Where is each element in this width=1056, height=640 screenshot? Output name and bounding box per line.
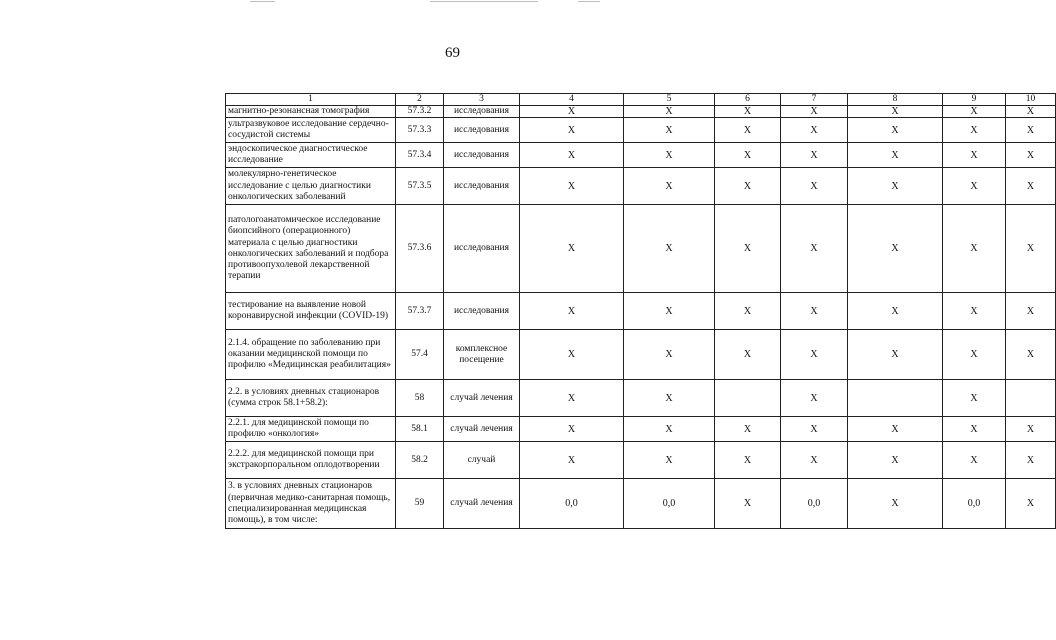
value-cell: Х [520,205,624,293]
value-cell: Х [848,168,943,205]
value-cell: Х [624,205,715,293]
value-cell: Х [1006,143,1056,168]
unit-cell: исследования [444,143,520,168]
table-row [226,118,1056,143]
value-cell: Х [520,293,624,330]
value-cell: Х [848,205,943,293]
value-cell: 0,0 [781,479,848,529]
value-cell: Х [715,118,781,143]
value-cell: Х [943,442,1006,479]
value-cell: Х [848,417,943,442]
value-cell: Х [1006,330,1056,380]
value-cell: Х [848,143,943,168]
value-cell: Х [1006,479,1056,529]
column-header: 7 [781,94,848,106]
value-cell: Х [781,380,848,417]
value-cell: Х [715,442,781,479]
value-cell: Х [943,380,1006,417]
value-cell: Х [848,118,943,143]
value-cell: Х [781,106,848,118]
value-cell: Х [520,106,624,118]
value-cell: Х [1006,118,1056,143]
value-cell: Х [781,143,848,168]
value-cell: Х [943,106,1006,118]
value-cell: Х [1006,417,1056,442]
unit-cell: исследования [444,106,520,118]
value-cell: Х [715,106,781,118]
row-name-cell: тестирование на выявление новой коронавирусной инфекции (COVID-19) [226,293,396,330]
value-cell: Х [624,417,715,442]
row-code-cell: 58 [396,380,444,417]
table-body [226,94,1056,529]
row-name-cell: патологоанатомическое исследование биопсийного (операционного) материала с целью диагностики онкологических заболеваний и подбора противоопухолевой лекарственной терапии [226,205,396,293]
value-cell: Х [715,168,781,205]
column-header: 10 [1006,94,1056,106]
value-cell: Х [1006,293,1056,330]
value-cell [715,380,781,417]
scan-artifact [578,1,600,2]
value-cell: Х [943,330,1006,380]
row-name-cell: 2.1.4. обращение по заболеванию при оказании медицинской помощи по профилю «Медицинская реабилитация» [226,330,396,380]
value-cell: Х [624,118,715,143]
table-row [226,479,1056,529]
row-name-cell: молекулярно-генетическое исследование с целью диагностики онкологических заболеваний [226,168,396,205]
value-cell: Х [715,293,781,330]
value-cell: Х [781,330,848,380]
value-cell: Х [624,293,715,330]
value-cell: Х [520,417,624,442]
value-cell: Х [943,143,1006,168]
header-row [226,94,1056,106]
table-row [226,380,1056,417]
column-header: 5 [624,94,715,106]
value-cell: Х [715,205,781,293]
value-cell: Х [520,118,624,143]
table-row [226,442,1056,479]
row-code-cell: 59 [396,479,444,529]
value-cell: Х [943,205,1006,293]
row-code-cell: 57.3.2 [396,106,444,118]
value-cell: Х [848,106,943,118]
column-header: 6 [715,94,781,106]
value-cell: Х [520,330,624,380]
value-cell: Х [781,118,848,143]
row-code-cell: 57.3.4 [396,143,444,168]
value-cell: Х [848,442,943,479]
row-name-cell: магнитно-резонансная томография [226,106,396,118]
page-number: 69 [445,45,460,61]
value-cell: Х [848,479,943,529]
value-cell: Х [520,168,624,205]
value-cell: Х [520,442,624,479]
value-cell: Х [520,143,624,168]
value-cell: Х [624,168,715,205]
value-cell: Х [781,417,848,442]
column-header: 2 [396,94,444,106]
data-table [225,93,1056,529]
value-cell: Х [624,442,715,479]
unit-cell: случай лечения [444,380,520,417]
value-cell: 0,0 [520,479,624,529]
value-cell [1006,380,1056,417]
value-cell: Х [624,330,715,380]
value-cell: Х [624,380,715,417]
value-cell: Х [624,106,715,118]
value-cell: 0,0 [624,479,715,529]
value-cell: Х [848,293,943,330]
table-row [226,106,1056,118]
unit-cell: исследования [444,118,520,143]
table-row [226,417,1056,442]
value-cell: Х [781,293,848,330]
unit-cell: исследования [444,293,520,330]
row-code-cell: 57.3.5 [396,168,444,205]
table-row [226,330,1056,380]
scan-artifact [250,1,275,2]
unit-cell: исследования [444,205,520,293]
table-row [226,205,1056,293]
value-cell: Х [848,330,943,380]
unit-cell: случай [444,442,520,479]
value-cell: Х [1006,168,1056,205]
table-row [226,293,1056,330]
table-row [226,143,1056,168]
row-name-cell: ультразвуковое исследование сердечно-сосудистой системы [226,118,396,143]
row-code-cell: 57.4 [396,330,444,380]
value-cell: Х [624,143,715,168]
row-code-cell: 58.2 [396,442,444,479]
value-cell: Х [781,205,848,293]
value-cell: 0,0 [943,479,1006,529]
value-cell: Х [715,417,781,442]
unit-cell: случай лечения [444,479,520,529]
value-cell: Х [781,442,848,479]
column-header: 3 [444,94,520,106]
column-header: 8 [848,94,943,106]
row-name-cell: эндоскопическое диагностическое исследование [226,143,396,168]
row-code-cell: 57.3.6 [396,205,444,293]
row-name-cell: 2.2.2. для медицинской помощи при экстракорпоральном оплодотворении [226,442,396,479]
column-header: 9 [943,94,1006,106]
value-cell: Х [943,293,1006,330]
value-cell: Х [781,168,848,205]
unit-cell: случай лечения [444,417,520,442]
row-code-cell: 57.3.3 [396,118,444,143]
table-row [226,168,1056,205]
value-cell: Х [715,143,781,168]
value-cell: Х [1006,442,1056,479]
column-header: 1 [226,94,396,106]
row-name-cell: 2.2. в условиях дневных стационаров (сумма строк 58.1+58.2): [226,380,396,417]
value-cell: Х [943,168,1006,205]
row-name-cell: 2.2.1. для медицинской помощи по профилю «онкология» [226,417,396,442]
scan-artifact [430,1,538,2]
unit-cell: комплексное посещение [444,330,520,380]
value-cell: Х [943,118,1006,143]
unit-cell: исследования [444,168,520,205]
row-name-cell: 3. в условиях дневных стационаров (первичная медико-санитарная помощь, специализированная медицинская помощь), в том числе: [226,479,396,529]
value-cell: Х [520,380,624,417]
value-cell: Х [1006,205,1056,293]
value-cell [848,380,943,417]
row-code-cell: 57.3.7 [396,293,444,330]
column-header: 4 [520,94,624,106]
value-cell: Х [943,417,1006,442]
value-cell: Х [715,479,781,529]
row-code-cell: 58.1 [396,417,444,442]
value-cell: Х [715,330,781,380]
value-cell: Х [1006,106,1056,118]
